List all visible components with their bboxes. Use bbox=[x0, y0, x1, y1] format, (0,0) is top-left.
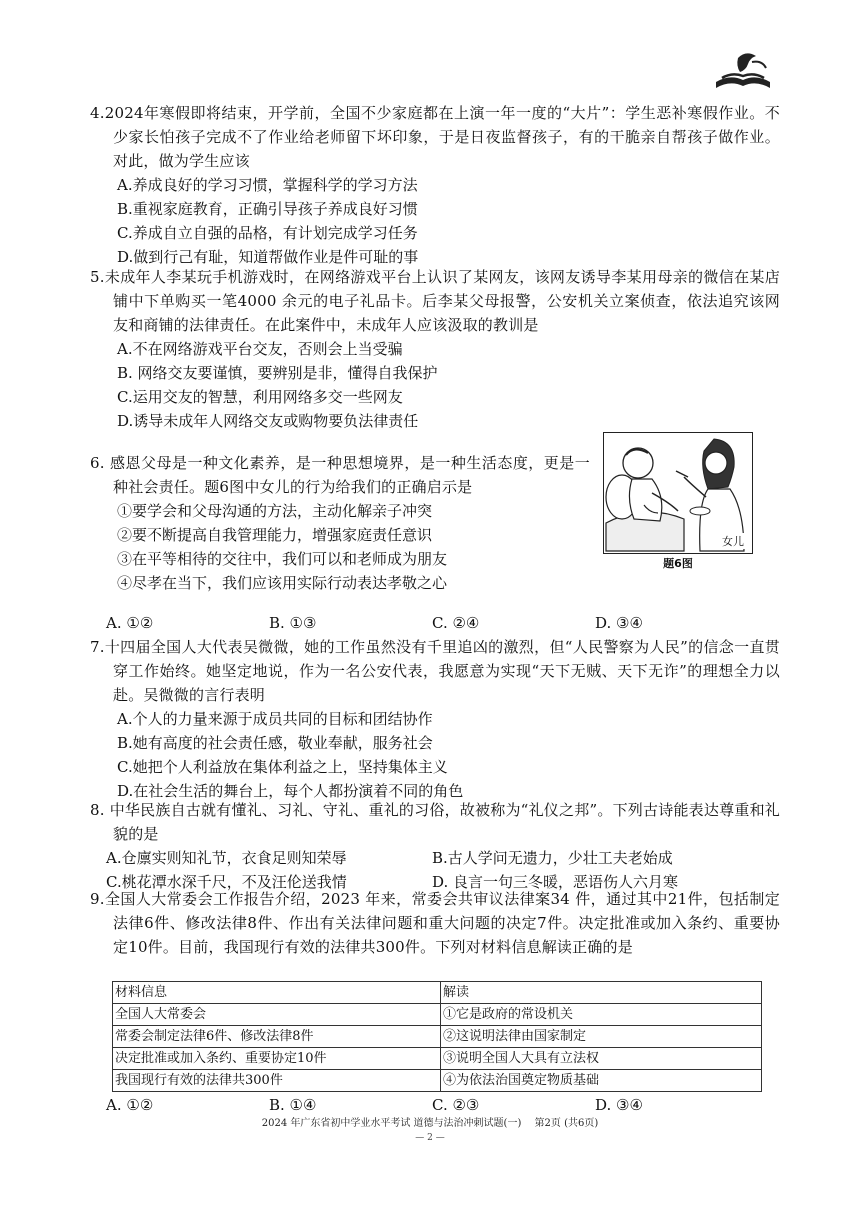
question-9-stem: 9.全国人大常委会工作报告介绍，2023 年来，常委会共审议法律案34 件，通过其中21件，包括制定法律6件、修改法律8件、作出有关法律问题和重大问题的决定7件。决定批准或加入条约、重要协定10件。目前，我国现行有效的法律共300件。下列对材料信息解读正确的是 bbox=[90, 890, 780, 956]
table-cell: ①它是政府的常设机关 bbox=[441, 1004, 762, 1026]
question-6-item-4: ④尽孝在当下，我们应该用实际行动表达孝敬之心 bbox=[117, 574, 448, 592]
question-9-option-b: B. ①④ bbox=[269, 1096, 317, 1114]
question-4-option-c: C.养成自立自强的品格，有计划完成学习任务 bbox=[117, 224, 418, 242]
question-5-option-a: A.不在网络游戏平台交友，否则会上当受骗 bbox=[117, 340, 403, 358]
question-5-option-c: C.运用交友的智慧，利用网络多交一些网友 bbox=[117, 388, 403, 406]
question-9-option-a: A. ①② bbox=[106, 1096, 154, 1114]
page-footer: 2024 年广东省初中学业水平考试 道德与法治冲刺试题(一) 第2页 (共6页) bbox=[261, 1118, 599, 1129]
question-8-option-b: B.古人学问无遗力，少壮工夫老始成 bbox=[432, 849, 673, 867]
question-4-option-d: D.做到行己有耻，知道帮做作业是件可耻的事 bbox=[117, 248, 419, 266]
question-5-option-b: B. 网络交友要谨慎，要辨别是非，懂得自我保护 bbox=[117, 364, 438, 382]
question-7-option-b: B.她有高度的社会责任感，敬业奉献，服务社会 bbox=[117, 734, 433, 752]
question-6-option-a: A. ①② bbox=[106, 614, 154, 632]
table-row bbox=[113, 1026, 762, 1048]
question-5-stem: 5.未成年人李某玩手机游戏时，在网络游戏平台上认识了某网友，该网友诱导李某用母亲的微信在某店铺中下单购买一笔4000 余元的电子礼品卡。后李某父母报警，公安机关立案侦查，依法追究该网友和商铺的法律责任。在此案件中，未成年人应该汲取的教训是 bbox=[90, 268, 780, 334]
question-5-option-d: D.诱导未成年人网络交友或购物要负法律责任 bbox=[117, 412, 419, 430]
question-8-option-c: C.桃花潭水深千尺，不及汪伦送我情 bbox=[106, 873, 347, 891]
question-6 bbox=[90, 451, 590, 595]
table-row bbox=[113, 1004, 762, 1026]
question-4-stem: 4.2024年寒假即将结束，开学前，全国不少家庭都在上演一年一度的“大片”：学生恶补寒假作业。不少家长怕孩子完成不了作业给老师留下坏印象，于是日夜监督孩子，有的干脆亲自帮孩子做作业。对此，做为学生应该 bbox=[90, 104, 780, 170]
question-6-option-b: B. ①③ bbox=[269, 614, 317, 632]
question-4-option-a: A.养成良好的学习习惯，掌握科学的学习方法 bbox=[117, 176, 418, 194]
question-9 bbox=[90, 887, 780, 959]
table-cell: 决定批准或加入条约、重要协定10件 bbox=[113, 1048, 441, 1070]
table-row bbox=[113, 1048, 762, 1070]
question-7 bbox=[90, 635, 780, 803]
question-9-options bbox=[90, 1093, 780, 1117]
table-cell: ②这说明法律由国家制定 bbox=[441, 1026, 762, 1048]
question-6-figure-caption: 题6图 bbox=[663, 557, 693, 570]
question-6-stem: 6. 感恩父母是一种文化素养，是一种思想境界，是一种生活态度，更是一种社会责任。题6图中女儿的行为给我们的正确启示是 bbox=[90, 454, 590, 496]
question-8 bbox=[90, 798, 780, 894]
figure-label-daughter: 女儿 bbox=[722, 535, 744, 548]
table-header-row bbox=[113, 982, 762, 1004]
question-6-item-1: ①要学会和父母沟通的方法，主动化解亲子冲突 bbox=[117, 502, 433, 520]
question-9-option-d: D. ③④ bbox=[595, 1096, 643, 1114]
question-7-option-d: D.在社会生活的舞台上，每个人都扮演着不同的角色 bbox=[117, 782, 464, 800]
page-number: — 2 — bbox=[415, 1133, 445, 1143]
question-6-option-c: C. ②④ bbox=[432, 614, 480, 632]
question-6-item-2: ②要不断提高自我管理能力，增强家庭责任意识 bbox=[117, 526, 433, 544]
question-5 bbox=[90, 265, 780, 433]
question-7-stem: 7.十四届全国人大代表吴微微，她的工作虽然没有千里追凶的激烈，但“人民警察为人民”的信念一直贯穿工作始终。她坚定地说，作为一名公安代表，我愿意为实现“天下无贼、天下无诈”的理想全力以赴。吴微微的言行表明 bbox=[90, 638, 780, 704]
table-row bbox=[113, 1070, 762, 1092]
table-cell: 全国人大常委会 bbox=[113, 1004, 441, 1026]
question-8-option-d: D. 良言一句三冬暖，恶语伤人六月寒 bbox=[432, 873, 679, 891]
table-cell: 我国现行有效的法律共300件 bbox=[113, 1070, 441, 1092]
book-logo-icon bbox=[712, 48, 774, 92]
question-6-option-d: D. ③④ bbox=[595, 614, 643, 632]
question-9-option-c: C. ②③ bbox=[432, 1096, 480, 1114]
table-header-cell: 解读 bbox=[441, 982, 762, 1004]
question-6-options bbox=[90, 611, 780, 635]
question-9-table bbox=[112, 981, 762, 1092]
question-6-figure bbox=[603, 432, 753, 554]
question-8-option-a: A.仓廪实则知礼节，衣食足则知荣辱 bbox=[106, 849, 347, 867]
table-header-cell: 材料信息 bbox=[113, 982, 441, 1004]
question-4-option-b: B.重视家庭教育，正确引导孩子养成良好习惯 bbox=[117, 200, 418, 218]
question-4 bbox=[90, 101, 780, 269]
question-8-stem: 8. 中华民族自古就有懂礼、习礼、守礼、重礼的习俗，故被称为“礼仪之邦”。下列古诗能表达尊重和礼貌的是 bbox=[90, 801, 780, 843]
table-cell: ③说明全国人大具有立法权 bbox=[441, 1048, 762, 1070]
question-7-option-a: A.个人的力量来源于成员共同的目标和团结协作 bbox=[117, 710, 433, 728]
question-7-option-c: C.她把个人利益放在集体利益之上，坚持集体主义 bbox=[117, 758, 448, 776]
table-cell: 常委会制定法律6件、修改法律8件 bbox=[113, 1026, 441, 1048]
question-6-item-3: ③在平等相待的交往中，我们可以和老师成为朋友 bbox=[117, 550, 448, 568]
table-cell: ④为依法治国奠定物质基础 bbox=[441, 1070, 762, 1092]
